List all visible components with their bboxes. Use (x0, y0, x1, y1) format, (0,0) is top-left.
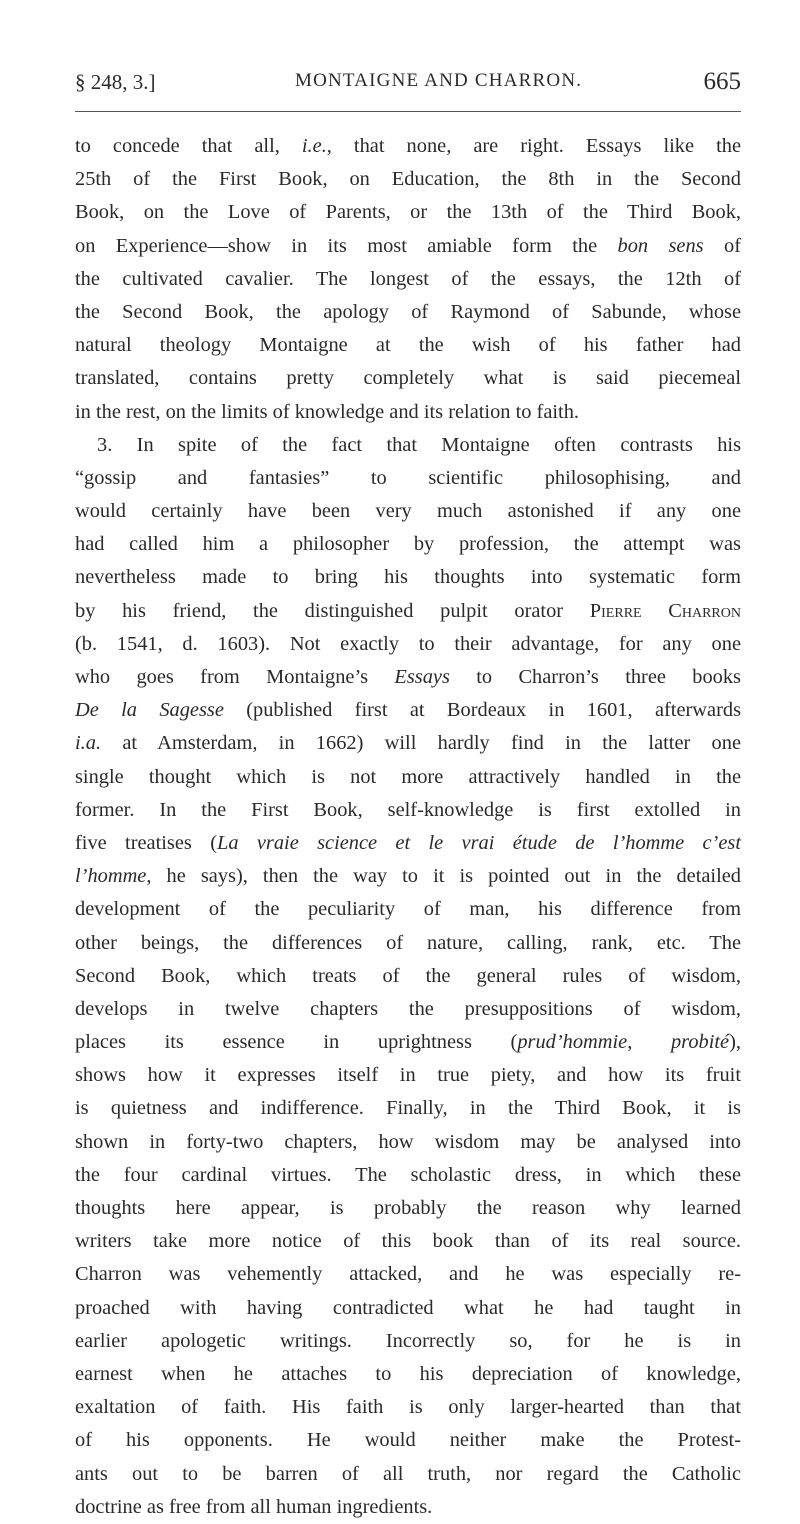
text-line: had called him a philosopher by profession, the attempt was (75, 533, 741, 556)
text-line: proached with having contradicted what he had taught in (75, 1296, 741, 1319)
text-line: 25th of the First Book, on Education, the 8th in the Second (75, 168, 741, 191)
text-line: earlier apologetic writings. Incorrectly so, for he is in (75, 1329, 741, 1352)
text-line: five treatises (La vraie science et le vrai étude de l’homme c’est (75, 831, 741, 854)
italic-text: i.a. (75, 732, 102, 755)
text-line: natural theology Montaigne at the wish of his father had (75, 334, 741, 357)
text-line: who goes from Montaigne’s Essays to Charron’s three books (75, 666, 741, 688)
text-line: shown in forty-two chapters, how wisdom may be analysed into (75, 1130, 741, 1153)
text-line: develops in twelve chapters the presuppositions of wisdom, (75, 997, 741, 1020)
page-number: 665 (703, 68, 741, 95)
running-title: MONTAIGNE AND CHARRON. (295, 70, 583, 91)
italic-text: l’homme (75, 865, 147, 888)
italic-text: i.e. (301, 135, 327, 157)
text-line: thoughts here appear, is probably the reason why learned (75, 1197, 741, 1219)
text-line: is quietness and indifference. Finally, in the Third Book, it is (75, 1097, 741, 1120)
text-line: other beings, the differences of nature, calling, rank, etc. The (75, 931, 741, 954)
text-line: nevertheless made to bring his thoughts into systematic form (75, 566, 741, 589)
small-caps-name: Pierre Charron (589, 599, 741, 622)
section-reference: § 248, 3.] (75, 70, 156, 94)
italic-text: bon sens (617, 234, 704, 257)
text-line: former. In the First Book, self-knowledge is first extolled in (75, 798, 741, 821)
italic-text: probité (670, 1031, 730, 1054)
text-line: single thought which is not more attractively handled in the (75, 765, 741, 788)
italic-text: La vraie science et le vrai étude de l’homme c’est (216, 831, 741, 854)
text-line: “gossip and fantasies” to scientific philosophising, and (75, 466, 741, 489)
text-line: Second Book, which treats of the general rules of wisdom, (75, 964, 741, 987)
text-line: of his opponents. He would neither make the Protest- (75, 1429, 741, 1452)
text-line: development of the peculiarity of man, his difference from (75, 898, 741, 921)
running-header (75, 70, 741, 106)
text-line: the four cardinal virtues. The scholastic dress, in which these (75, 1163, 741, 1186)
header-rule (75, 111, 741, 112)
text-line: De la Sagesse (published first at Bordeaux in 1601, afterwards (75, 699, 741, 722)
text-line: to concede that all, i.e., that none, are right. Essays like the (75, 135, 741, 157)
text-line: by his friend, the distinguished pulpit orator Pierre Charron (75, 599, 741, 622)
text-line: the Second Book, the apology of Raymond of Sabunde, whose (75, 300, 741, 323)
italic-text: Essays (394, 666, 450, 688)
text-line: 3. In spite of the fact that Montaigne often contrasts his (97, 433, 741, 456)
text-line: in the rest, on the limits of knowledge and its relation to faith. (75, 400, 580, 423)
text-line: l’homme, he says), then the way to it is pointed out in the detailed (75, 865, 741, 888)
italic-text: prud’hommie (517, 1031, 628, 1054)
italic-text: De la Sagesse (75, 699, 224, 722)
text-line: writers take more notice of this book than of its real source. (75, 1230, 741, 1253)
body-text (75, 130, 741, 1524)
text-line: earnest when he attaches to his depreciation of knowledge, (75, 1362, 741, 1385)
text-line: (b. 1541, d. 1603). Not exactly to their advantage, for any one (75, 632, 741, 655)
text-line: shows how it expresses itself in true piety, and how its fruit (75, 1064, 741, 1087)
text-line: doctrine as free from all human ingredients. (75, 1495, 433, 1518)
text-line: exaltation of faith. His faith is only larger-hearted than that (75, 1396, 741, 1419)
text-line: ants out to be barren of all truth, nor regard the Catholic (75, 1462, 741, 1485)
text-line: translated, contains pretty completely what is said piecemeal (75, 367, 741, 390)
text-line: i.a. at Amsterdam, in 1662) will hardly find in the latter one (75, 732, 741, 755)
text-line: on Experience—show in its most amiable form the bon sens of (75, 234, 741, 257)
text-line: places its essence in uprightness (prud’hommie, probité), (75, 1031, 741, 1054)
text-line: the cultivated cavalier. The longest of the essays, the 12th of (75, 267, 741, 290)
text-line: Book, on the Love of Parents, or the 13th of the Third Book, (75, 201, 741, 224)
text-line: would certainly have been very much astonished if any one (75, 500, 741, 523)
text-line: Charron was vehemently attacked, and he was especially re- (75, 1263, 741, 1286)
